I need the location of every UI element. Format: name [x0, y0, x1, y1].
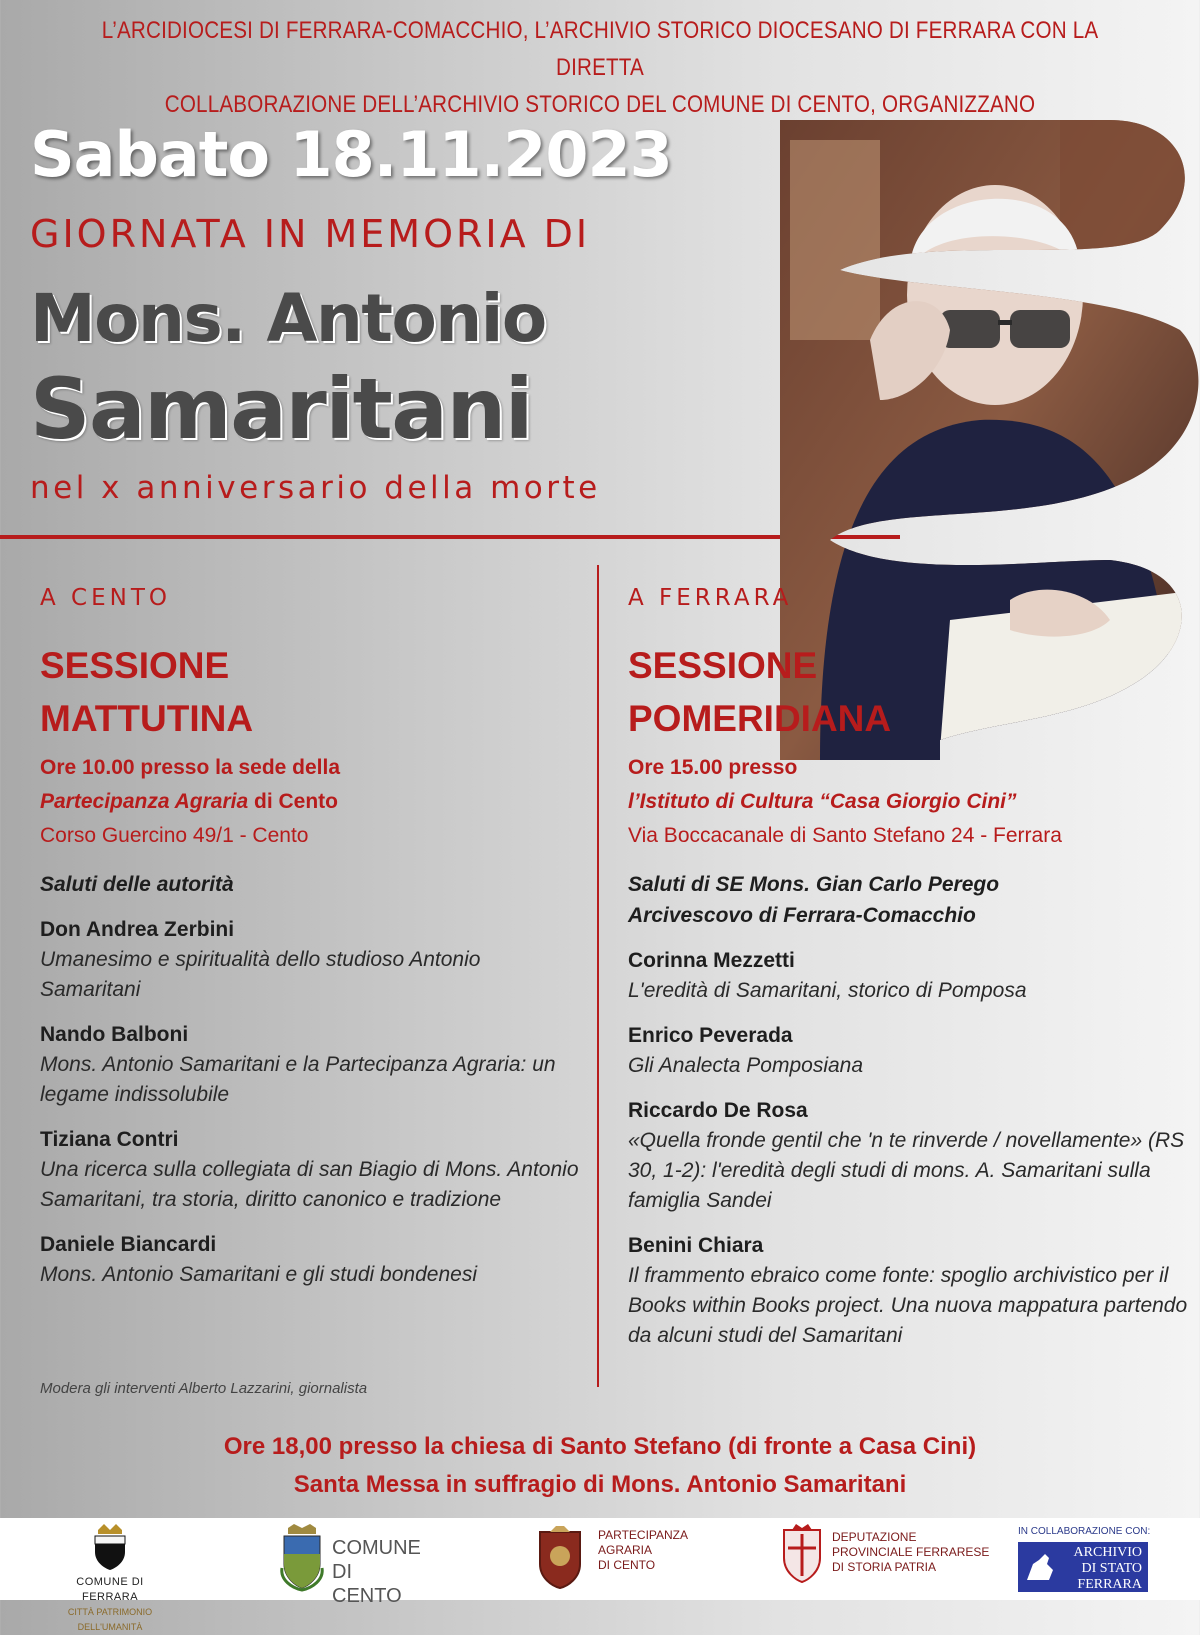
ferrara-name: COMUNE DI FERRARA	[76, 1576, 144, 1603]
session-address: Via Boccacanale di Santo Stefano 24 - Ferrara	[628, 824, 1062, 847]
event-subtitle: GIORNATA IN MEMORIA DI	[30, 212, 591, 256]
cento-name-line-2: DI CENTO	[332, 1561, 402, 1607]
session-time: Ore 15.00 presso	[628, 756, 798, 779]
footer-logos	[0, 1518, 1200, 1632]
archivio-badge	[1018, 1542, 1148, 1592]
intro-line-1: L’ARCIDIOCESI DI FERRARA-COMACCHIO, L’ARCHIVIO STORICO DIOCESANO DI FERRARA CON LA DIRETTA	[101, 17, 1099, 81]
deputazione-name-line-3: DI STORIA PATRIA	[832, 1560, 937, 1574]
morning-session	[40, 585, 580, 1304]
speaker-topic: Il frammento ebraico come fonte: spoglio archivistico per il Books within Books project. Una nuova mappatura partendo da alcuni studi del Samaritani	[628, 1264, 1188, 1347]
greeting: Saluti delle autorità	[40, 873, 234, 896]
speaker-item	[40, 1124, 580, 1215]
session-title	[40, 639, 580, 745]
speaker-topic: «Quella fronde gentil che 'n te rinverde / novellamente» (RS 30, 1-2): l'eredità degli studi di mons. A. Samaritani sulla famiglia Sandei	[628, 1129, 1185, 1212]
agraria-name-line-3: DI CENTO	[598, 1558, 656, 1572]
speaker-item	[628, 1230, 1188, 1351]
deputazione-name	[832, 1530, 992, 1575]
cento-name	[332, 1536, 422, 1608]
speaker-name: Daniele Biancardi	[40, 1233, 217, 1256]
intro-line-2: COLLABORAZIONE DELL’ARCHIVIO STORICO DEL COMUNE DI CENTO, ORGANIZZANO	[164, 91, 1036, 118]
honoree-name-line-2: Samaritani	[30, 360, 533, 458]
agraria-name-line-1: PARTECIPANZA	[598, 1528, 689, 1542]
logo-deputazione-storia-patria	[780, 1524, 990, 1589]
session-venue	[40, 785, 580, 819]
speaker-topic: Mons. Antonio Samaritani e gli studi bondenesi	[40, 1263, 477, 1286]
collaboration-label: IN COLLABORAZIONE CON:	[1018, 1526, 1151, 1537]
agraria-crest-icon	[536, 1524, 584, 1590]
greeting-line-2: Arcivescovo di Ferrara-Comacchio	[628, 904, 976, 927]
afternoon-session	[628, 585, 1188, 1365]
speaker-name: Corinna Mezzetti	[628, 949, 795, 972]
speaker-item	[40, 914, 580, 1005]
venue-italic: Partecipanza Agraria	[40, 790, 249, 813]
greeting	[628, 869, 1188, 931]
deputazione-crest-icon	[780, 1524, 824, 1584]
organizers-intro	[84, 12, 1116, 123]
deputazione-name-line-1: DEPUTAZIONE	[832, 1530, 917, 1544]
archivio-line-2: DI STATO	[1081, 1561, 1142, 1576]
moderator-note: Modera gli interventi Alberto Lazzarini, giornalista	[40, 1380, 368, 1397]
speaker-item	[40, 1019, 580, 1110]
speaker-topic: Umanesimo e spiritualità dello studioso Antonio Samaritani	[40, 948, 481, 1001]
event-date: Sabato 18.11.2023	[30, 118, 672, 191]
mass-line-2: Santa Messa in suffragio di Mons. Antonio Samaritani	[293, 1471, 907, 1498]
session-title-line-2: MATTUTINA	[40, 698, 254, 739]
session-title	[628, 639, 1188, 745]
column-divider	[597, 565, 599, 1387]
speaker-name: Benini Chiara	[628, 1234, 764, 1257]
session-time: Ore 10.00 presso la sede della	[40, 756, 341, 779]
speaker-item	[628, 945, 1188, 1006]
speaker-topic: Mons. Antonio Samaritani e la Partecipanza Agraria: un legame indissolubile	[40, 1053, 556, 1106]
agraria-name-line-2: AGRARIA	[598, 1543, 653, 1557]
session-title-line-1: SESSIONE	[628, 645, 818, 686]
honoree-name-line-1: Mons. Antonio	[30, 280, 546, 357]
speaker-name: Tiziana Contri	[40, 1128, 179, 1151]
speaker-name: Riccardo De Rosa	[628, 1099, 808, 1122]
speaker-item	[628, 1095, 1188, 1216]
speaker-name: Enrico Peverada	[628, 1024, 793, 1047]
cento-name-line-1: COMUNE	[332, 1537, 421, 1559]
logo-partecipanza-agraria	[536, 1524, 689, 1595]
session-address: Corso Guercino 49/1 - Cento	[40, 824, 309, 847]
archivio-line-3: FERRARA	[1077, 1577, 1142, 1592]
speaker-name: Don Andrea Zerbini	[40, 918, 235, 941]
hero-divider	[0, 535, 900, 539]
logo-comune-cento	[280, 1524, 421, 1607]
logo-archivio-stato-ferrara	[1018, 1524, 1180, 1592]
cento-crest-icon	[280, 1524, 324, 1590]
session-location: A FERRARA	[628, 585, 793, 611]
session-title-line-1: SESSIONE	[40, 645, 230, 686]
archivio-line-1: ARCHIVIO	[1073, 1545, 1142, 1560]
venue-plain: di Cento	[248, 790, 338, 813]
mass-line-1: Ore 18,00 presso la chiesa di Santo Stefano (di fronte a Casa Cini)	[223, 1433, 977, 1460]
speaker-topic: Una ricerca sulla collegiata di san Biagio di Mons. Antonio Samaritani, tra storia, diritto canonico e tradizione	[40, 1158, 579, 1211]
ferrara-subtitle: CITTÀ PATRIMONIO DELL'UMANITÀ	[67, 1607, 153, 1632]
speaker-topic: L'eredità di Samaritani, storico di Pomposa	[628, 979, 1027, 1002]
session-location: A CENTO	[40, 585, 171, 611]
agraria-name	[598, 1528, 708, 1573]
speaker-name: Nando Balboni	[40, 1023, 189, 1046]
speaker-topic: Gli Analecta Pomposiana	[628, 1054, 864, 1077]
horse-emblem-icon	[1023, 1550, 1057, 1584]
speaker-item	[40, 1229, 580, 1290]
deputazione-name-line-2: PROVINCIALE FERRARESE	[832, 1545, 990, 1559]
speaker-item	[628, 1020, 1188, 1081]
session-title-line-2: POMERIDIANA	[628, 698, 892, 739]
evening-mass	[0, 1428, 1200, 1504]
ferrara-crest-icon	[90, 1524, 130, 1570]
logo-comune-ferrara	[50, 1524, 170, 1635]
greeting-line-1: Saluti di SE Mons. Gian Carlo Perego	[628, 873, 1000, 896]
anniversary-tagline: nel x anniversario della morte	[30, 470, 601, 506]
session-venue: l’Istituto di Cultura “Casa Giorgio Cini”	[628, 790, 1017, 813]
